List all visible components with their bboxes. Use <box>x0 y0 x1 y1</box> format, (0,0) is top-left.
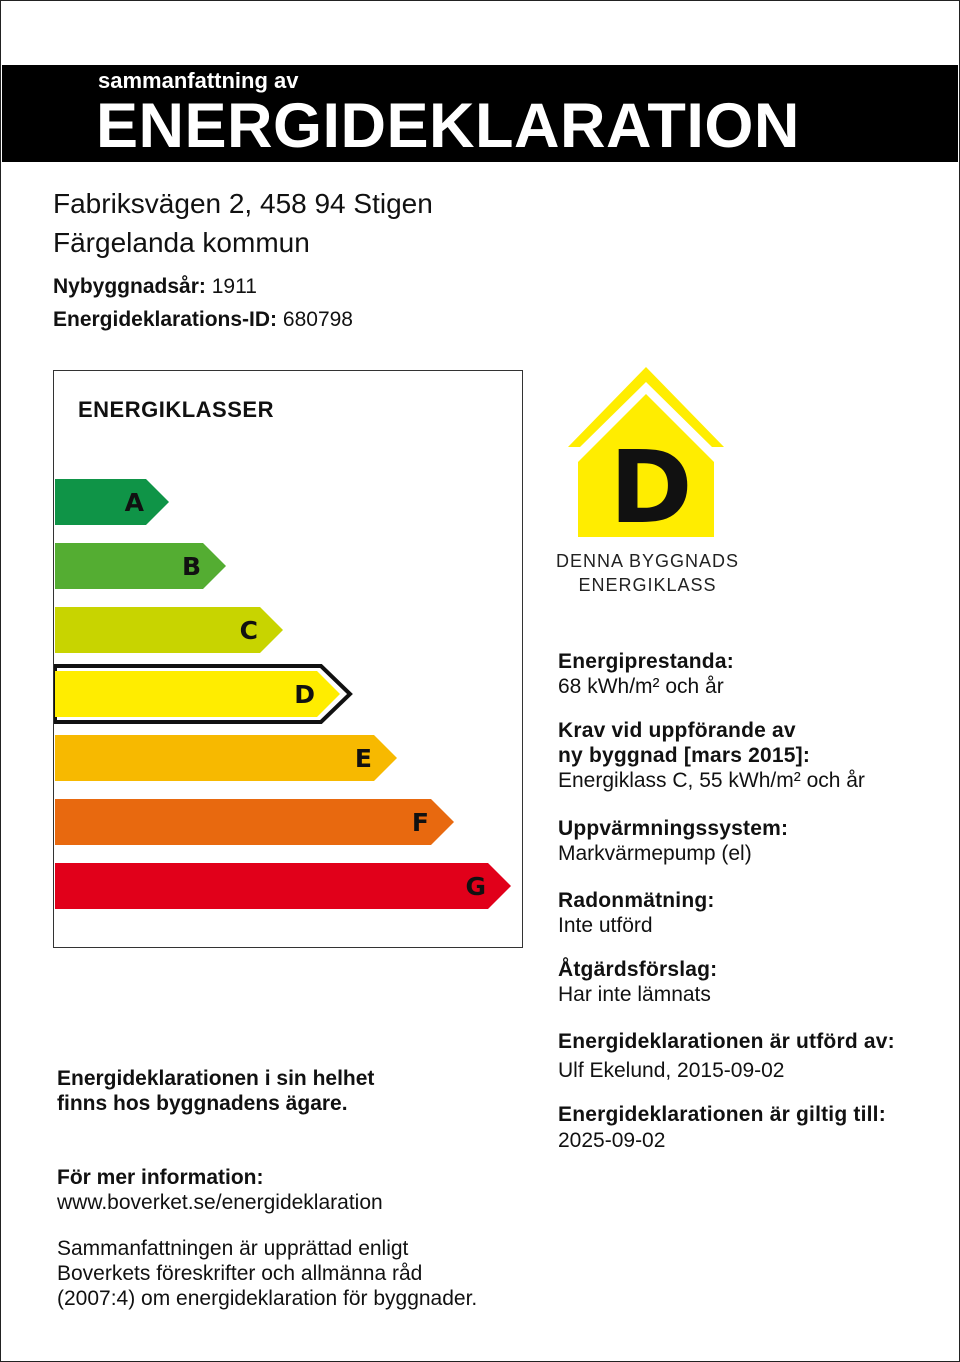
energy-class-arrow <box>55 735 397 781</box>
header-subtitle: sammanfattning av <box>98 68 299 93</box>
requirement-value: Energiklass C, 55 kWh/m² och år <box>558 769 865 792</box>
municipality: Färgelanda kommun <box>53 227 310 258</box>
energy-class-box <box>53 370 523 948</box>
energy-class-d <box>55 666 350 722</box>
energy-class-letter: G <box>465 872 486 901</box>
header-title: ENERGIDEKLARATION <box>96 91 800 161</box>
performed-by-value: Ulf Ekelund, 2015-09-02 <box>558 1059 785 1082</box>
radon-value: Inte utförd <box>558 914 653 937</box>
energy-class-letter: A <box>124 488 144 517</box>
energy-class-b <box>55 543 226 589</box>
energy-class-letter: D <box>294 680 315 709</box>
legal-note-line1: Sammanfattningen är upprättad enligt <box>57 1237 409 1260</box>
more-info-link[interactable]: www.boverket.se/energideklaration <box>57 1191 383 1214</box>
badge-caption-line1: DENNA BYGGNADS <box>555 551 740 571</box>
performance-value: 68 kWh/m² och år <box>558 675 724 698</box>
energy-class-scale <box>54 371 524 949</box>
requirement-label-line2: ny byggnad [mars 2015]: <box>558 744 811 767</box>
valid-until-value: 2025-09-02 <box>558 1129 666 1152</box>
owner-note-line1: Energideklarationen i sin helhet <box>57 1067 375 1090</box>
declaration-id-row <box>53 308 353 332</box>
owner-note-line2: finns hos byggnadens ägare. <box>57 1092 348 1115</box>
energy-class-a <box>55 479 169 525</box>
energy-class-c <box>55 607 283 653</box>
badge-caption-line2: ENERGIKLASS <box>578 575 717 595</box>
measures-value: Har inte lämnats <box>558 983 711 1006</box>
energy-class-title: ENERGIKLASSER <box>78 397 274 422</box>
performance-label: Energiprestanda: <box>558 650 734 673</box>
radon-label: Radonmätning: <box>558 889 715 912</box>
performed-by-label: Energideklarationen är utförd av: <box>558 1030 895 1053</box>
legal-note-line2: Boverkets föreskrifter och allmänna råd <box>57 1262 423 1285</box>
energy-class-arrow <box>55 799 454 845</box>
energy-class-g <box>55 863 511 909</box>
legal-note-line3: (2007:4) om energideklaration för byggnader. <box>57 1287 478 1310</box>
energy-class-f <box>55 799 454 845</box>
energy-class-letter: E <box>354 744 372 773</box>
energy-class-letter: F <box>411 808 429 837</box>
energy-class-e <box>55 735 397 781</box>
energy-class-arrow <box>55 479 169 525</box>
heating-label: Uppvärmningssystem: <box>558 817 789 840</box>
measures-label: Åtgärdsförslag: <box>558 958 718 981</box>
build-year-label: Nybyggnadsår: <box>53 275 206 298</box>
requirement-label-line1: Krav vid uppförande av <box>558 719 796 742</box>
address-line: Fabriksvägen 2, 458 94 Stigen <box>53 188 433 219</box>
energy-class-arrow <box>55 863 511 909</box>
declaration-id-value: 680798 <box>282 308 353 331</box>
declaration-id-label: Energideklarations-ID: <box>53 308 278 331</box>
energy-class-letter: B <box>181 552 201 581</box>
build-year-row <box>53 275 257 299</box>
more-info-label: För mer information: <box>57 1166 264 1189</box>
house-icon <box>560 362 732 542</box>
energy-class-letter: C <box>239 616 258 645</box>
heating-value: Markvärmepump (el) <box>558 842 752 865</box>
build-year-value: 1911 <box>211 275 257 298</box>
valid-until-label: Energideklarationen är giltig till: <box>558 1103 886 1126</box>
badge-letter: D <box>609 429 693 542</box>
header-band <box>2 65 958 162</box>
